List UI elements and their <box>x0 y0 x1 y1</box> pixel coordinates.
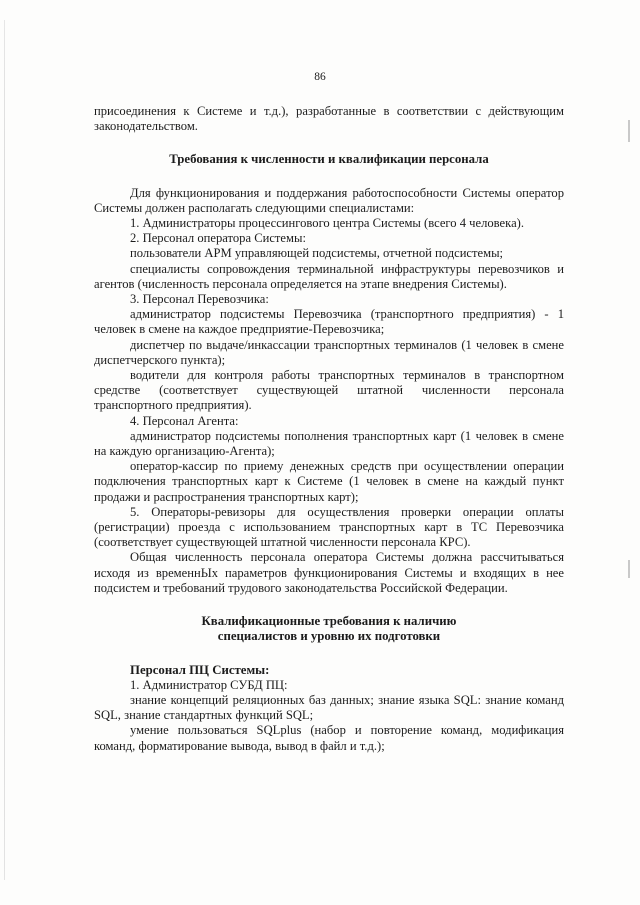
list-item: умение пользоваться SQLplus (набор и повторение команд, модификация команд, форматирование вывода, вывод в файл и т.д.); <box>94 723 564 753</box>
document-body <box>94 104 564 754</box>
list-item: администратор подсистемы пополнения транспортных карт (1 человек в смене на каждую организацию-Агента); <box>94 428 564 459</box>
paragraph: Общая численность персонала оператора Системы должна рассчитываться исходя из временнЫх параметров функционирования Системы и входящих в нее подсистем и требований трудового законодательства Российской Федерации. <box>94 550 564 595</box>
subsection-heading: Персонал ПЦ Системы: <box>130 662 270 677</box>
scan-artifact <box>628 560 630 578</box>
paragraph: Для функционирования и поддержания работоспособности Системы оператор Системы должен располагать следующими специалистами: <box>94 185 564 215</box>
list-item: специалисты сопровождения терминальной инфраструктуры перевозчиков и агентов (численность персонала определяется на этапе внедрения Системы). <box>94 261 564 291</box>
scan-artifact <box>628 120 630 142</box>
list-item: 1. Администратор СУБД ПЦ: <box>130 677 288 692</box>
list-item: администратор подсистемы Перевозчика (транспортного предприятия) - 1 человек в смене на каждое предприятие-Перевозчика; <box>94 307 564 337</box>
paragraph: присоединения к Системе и т.д.), разработанные в соответствии с действующим законодательством. <box>94 104 564 134</box>
list-item: 2. Персонал оператора Системы: <box>130 231 306 246</box>
list-item: 5. Операторы-ревизоры для осуществления проверки операции оплаты (регистрации) проезда с использованием транспортных карт в ТС Перевозчика (соответствует существующей штатной численности персонала КРС). <box>94 504 564 550</box>
list-item: 4. Персонал Агента: <box>130 413 239 428</box>
list-item: 1. Администраторы процессингового центра Системы (всего 4 человека). <box>130 216 525 231</box>
scan-edge-line <box>4 20 5 880</box>
section-heading: специалистов и уровню их подготовки <box>217 629 441 644</box>
list-item: водители для контроля работы транспортных терминалов в транспортном средстве (соответствует существующей штатной численности персонала транспортного предприятия). <box>94 368 564 413</box>
list-item: знание концепций реляционных баз данных; знание языка SQL: знание команд SQL, знание стандартных функций SQL; <box>94 692 564 723</box>
section-heading: Требования к численности и квалификации персонала <box>169 152 489 167</box>
list-item: диспетчер по выдаче/инкассации транспортных терминалов (1 человек в смене диспетчерского пункта); <box>94 337 564 367</box>
list-item: пользователи АРМ управляющей подсистемы, отчетной подсистемы; <box>130 246 504 261</box>
section-heading: Квалификационные требования к наличию <box>201 614 457 629</box>
list-item: оператор-кассир по приему денежных средств при осуществлении операции подключения транспортных карт к Системе (1 человек в смене на каждый пункт продажи и распространения транспортных карт); <box>94 459 564 504</box>
page-number: 86 <box>314 71 326 83</box>
list-item: 3. Персонал Перевозчика: <box>130 292 269 307</box>
